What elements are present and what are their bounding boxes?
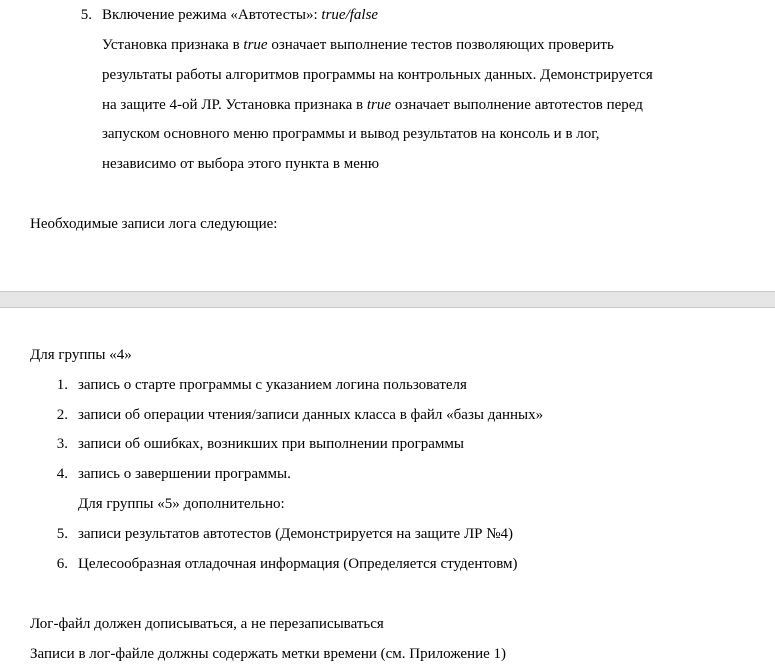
description-line: результаты работы алгоритмов программы на контрольных данных. Демонстрируется <box>102 67 653 83</box>
list-number: 4. <box>56 466 68 482</box>
description-emphasis: true <box>243 37 268 53</box>
autotest-title-value: true/false <box>321 7 379 23</box>
group5-heading: Для группы «5» дополнительно: <box>78 496 285 512</box>
description-text: на защите 4-ой ЛР. Установка признака в <box>102 97 367 113</box>
list-item: Целесообразная отладочная информация (Определяется студентовм) <box>78 556 518 572</box>
log-timestamp-note: Записи в лог-файле должны содержать метки времени (см. Приложение 1) <box>30 646 507 662</box>
list-number: 1. <box>56 377 68 393</box>
list-number: 2. <box>56 407 68 423</box>
list-number: 6. <box>56 556 68 572</box>
description-emphasis: true <box>366 97 392 113</box>
description-text: Установка признака в <box>102 37 244 53</box>
description-line <box>102 36 614 54</box>
description-text: означает выполнение тестов позволяющих проверить <box>267 37 614 53</box>
list-item: запись о старте программы с указанием логина пользователя <box>78 377 467 393</box>
list-item: запись о завершении программы. <box>78 466 291 482</box>
description-text: означает выполнение автотестов перед <box>391 97 643 113</box>
autotest-item-title <box>102 6 378 24</box>
description-line <box>102 96 643 114</box>
page-break <box>0 291 775 308</box>
log-intro-text: Необходимые записи лога следующие: <box>30 216 278 232</box>
description-line: запуском основного меню программы и вывод результатов на консоль и в лог, <box>102 126 600 142</box>
list-number: 5. <box>56 526 68 542</box>
list-item: записи результатов автотестов (Демонстрируется на защите ЛР №4) <box>78 526 514 542</box>
list-item: записи об операции чтения/записи данных класса в файл «базы данных» <box>78 407 544 423</box>
description-line: независимо от выбора этого пункта в меню <box>102 156 380 172</box>
log-append-note: Лог-файл должен дописываться, а не перезаписываться <box>30 616 384 632</box>
list-number: 5. <box>80 7 92 23</box>
list-number: 3. <box>56 436 68 452</box>
autotest-title-text: Включение режима «Автотесты»: <box>102 7 322 23</box>
list-item: записи об ошибках, возникших при выполнении программы <box>78 436 464 452</box>
group4-heading: Для группы «4» <box>30 347 132 363</box>
